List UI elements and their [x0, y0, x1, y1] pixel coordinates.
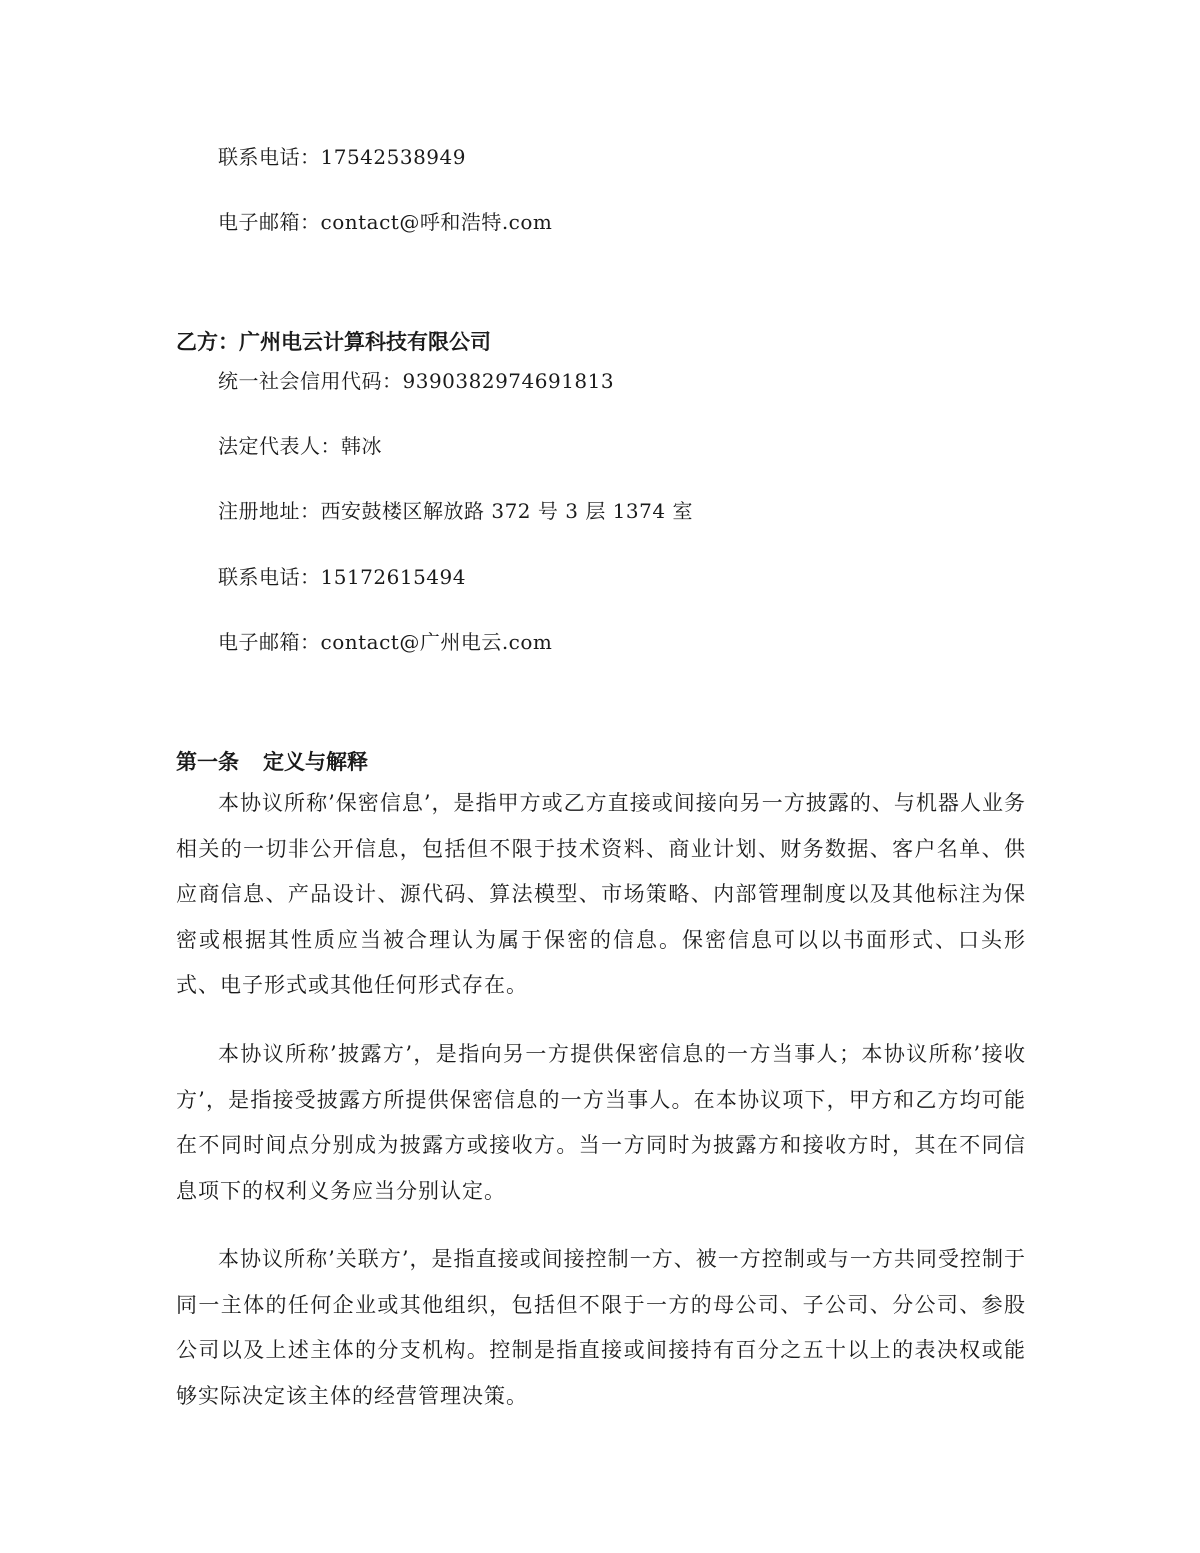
article-1-heading: [176, 747, 368, 777]
party-b-legal-rep-line: [218, 432, 382, 460]
article-1-title: 定义与解释: [263, 750, 368, 774]
party-b-phone-line: [218, 563, 466, 591]
party-b-email-line: [218, 628, 552, 656]
party-b-credit-code-value: 9390382974691813: [402, 369, 615, 393]
party-a-email-value: contact@呼和浩特.com: [320, 210, 553, 234]
article-1-paragraph-1: 本协议所称’保密信息’，是指甲方或乙方直接或间接向另一方披露的、与机器人业务相关的一切非公开信息，包括但不限于技术资料、商业计划、财务数据、客户名单、供应商信息、产品设计、源代码、算法模型、市场策略、内部管理制度以及其他标注为保密或根据其性质应当被合理认为属于保密的信息。保密信息可以以书面形式、口头形式、电子形式或其他任何形式存在。: [176, 791, 1026, 997]
party-b-address-value: 西安鼓楼区解放路 372 号 3 层 1374 室: [320, 499, 693, 523]
party-b-legal-rep-label: 法定代表人：: [218, 434, 341, 458]
article-1-paragraph-2: 本协议所称’披露方’，是指向另一方提供保密信息的一方当事人；本协议所称’接收方’，是指接受披露方所提供保密信息的一方当事人。在本协议项下，甲方和乙方均可能在不同时间点分别成为披露方或接收方。当一方同时为披露方和接收方时，其在不同信息项下的权利义务应当分别认定。: [176, 1042, 1026, 1203]
party-b-address-line: [218, 497, 693, 525]
party-b-email-value: contact@广州电云.com: [320, 630, 553, 654]
party-a-email-label: 电子邮箱：: [218, 210, 321, 234]
party-a-phone-value: 17542538949: [320, 145, 466, 169]
party-b-phone-value: 15172615494: [320, 565, 466, 589]
party-a-phone-label: 联系电话：: [218, 145, 321, 169]
party-b-email-label: 电子邮箱：: [218, 630, 321, 654]
party-a-email-line: [218, 208, 552, 236]
party-b-address-label: 注册地址：: [218, 499, 321, 523]
party-b-credit-code-line: [218, 367, 614, 395]
article-1-number: 第一条: [176, 750, 239, 774]
party-b-credit-code-label: 统一社会信用代码：: [218, 369, 403, 393]
party-b-phone-label: 联系电话：: [218, 565, 321, 589]
party-b-heading: 乙方：广州电云计算科技有限公司: [176, 330, 491, 354]
party-b-legal-rep-value: 韩冰: [341, 434, 382, 458]
article-1-paragraph-3: 本协议所称’关联方’，是指直接或间接控制一方、被一方控制或与一方共同受控制于同一主体的任何企业或其他组织，包括但不限于一方的母公司、子公司、分公司、参股公司以及上述主体的分支机构。控制是指直接或间接持有百分之五十以上的表决权或能够实际决定该主体的经营管理决策。: [176, 1247, 1026, 1408]
party-a-phone-line: [218, 143, 466, 171]
